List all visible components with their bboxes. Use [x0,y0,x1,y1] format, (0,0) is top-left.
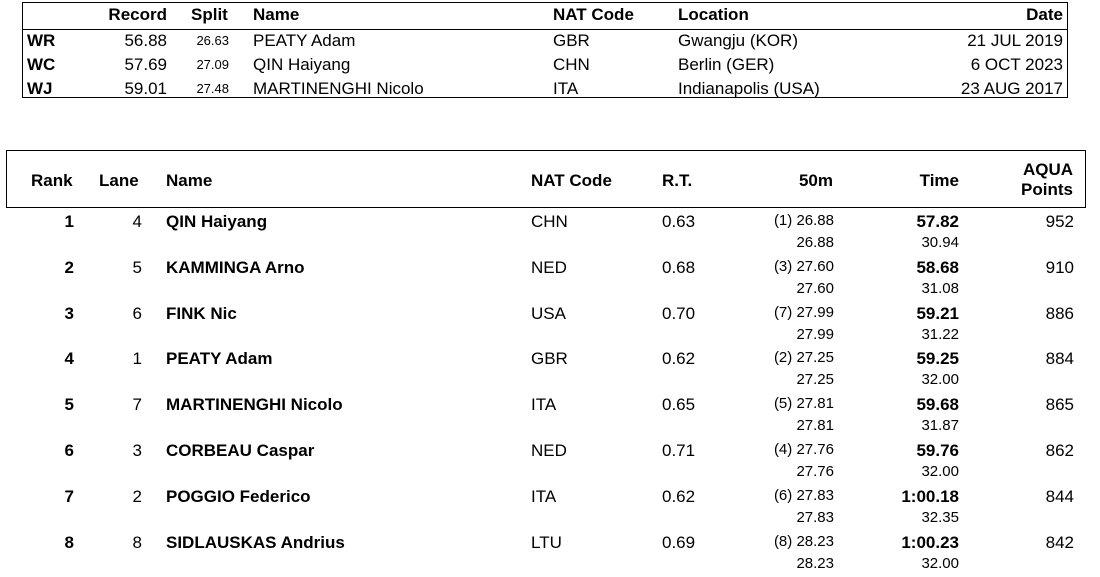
result-lane: 5 [132,257,142,277]
results-header-rank: Rank [31,171,73,190]
result-name: MARTINENGHI Nicolo [166,395,343,415]
results-header-row [6,150,1086,208]
result-50m-cumulative: 27.60 [796,279,834,297]
records-header-name: Name [253,5,300,24]
result-reaction-time: 0.71 [662,441,696,460]
records-header-row [23,3,1067,27]
result-50m-rank: (1) [773,212,793,229]
result-time-split: 32.00 [921,371,959,389]
result-nat: CHN [531,212,568,231]
results-header-time: Time [919,171,959,190]
result-points: 886 [1045,303,1074,323]
records-table [22,2,1068,98]
records-row-wj [23,77,1067,101]
result-50m-split [730,533,834,551]
result-50m-cumulative: 27.76 [796,463,834,480]
records-header-nat: NAT Code [553,5,634,24]
result-row [0,347,1100,393]
result-time: 59.68 [916,395,959,415]
record-name: MARTINENGHI Nicolo [253,79,424,98]
result-rank: 7 [64,486,74,506]
result-50m-split [730,258,834,276]
result-points: 862 [1045,441,1074,460]
result-reaction-time: 0.65 [662,395,696,415]
record-name: PEATY Adam [253,31,356,50]
result-name: FINK Nic [166,303,237,323]
result-points: 910 [1045,257,1074,277]
result-row [0,256,1100,302]
result-rank: 5 [64,395,74,415]
record-time: 59.01 [124,79,167,98]
result-reaction-time: 0.62 [662,349,696,369]
result-time: 1:00.18 [901,486,959,506]
result-row [0,302,1100,348]
result-50m-time: 26.88 [796,212,834,229]
result-points: 952 [1045,212,1074,231]
record-date: 21 JUL 2019 [967,31,1063,50]
result-time-split: 32.00 [921,463,959,480]
result-50m-time: 27.99 [796,303,834,321]
result-row [0,393,1100,439]
result-50m-split [730,304,834,322]
results-header-points-1: AQUA [1022,160,1073,179]
result-time: 59.21 [916,303,959,323]
result-rank: 2 [64,257,74,277]
record-time: 56.88 [124,31,167,50]
result-50m-time: 28.23 [796,532,834,550]
result-nat: ITA [531,486,557,506]
result-reaction-time: 0.62 [662,486,696,506]
records-header-record: Record [108,5,167,24]
record-nat: CHN [553,55,590,74]
result-nat: USA [531,303,566,323]
result-rank: 4 [64,349,74,369]
record-abbr: WJ [27,79,53,98]
result-time-split: 32.35 [921,508,959,526]
result-time-split: 30.94 [921,234,959,251]
result-50m-split [730,349,834,367]
result-rank: 8 [64,532,74,552]
record-abbr: WC [27,55,56,74]
record-split: 26.63 [196,33,229,48]
result-points: 844 [1045,486,1074,506]
result-50m-cumulative: 27.81 [796,417,834,435]
result-50m-cumulative: 27.25 [796,371,834,389]
results-header-50m: 50m [798,171,833,190]
result-50m-cumulative: 27.99 [796,325,834,343]
result-row [0,531,1100,577]
result-nat: LTU [531,532,562,552]
result-name: POGGIO Federico [166,486,311,506]
result-row [0,485,1100,531]
result-lane: 7 [132,395,142,415]
result-50m-time: 27.76 [796,441,834,458]
result-50m-rank: (8) [773,532,793,550]
records-header-split: Split [191,5,228,24]
result-reaction-time: 0.70 [662,303,696,323]
result-nat: GBR [531,349,568,369]
result-50m-rank: (5) [773,395,793,413]
result-50m-split [730,395,834,413]
result-lane: 1 [132,349,142,369]
record-nat: ITA [553,79,579,98]
result-lane: 2 [132,486,142,506]
records-row-wc [23,53,1067,77]
result-time: 59.25 [916,349,959,369]
result-points: 865 [1045,395,1074,415]
result-reaction-time: 0.69 [662,532,696,552]
record-date: 23 AUG 2017 [960,79,1063,98]
result-50m-split [730,441,834,459]
results-header-rt: R.T. [662,171,693,190]
result-50m-cumulative: 26.88 [796,234,834,251]
result-rank: 3 [64,303,74,323]
records-header-date: Date [1026,5,1063,24]
result-50m-rank: (2) [773,349,793,367]
result-50m-time: 27.83 [796,486,834,504]
result-50m-time: 27.25 [796,349,834,367]
result-time: 59.76 [916,441,959,460]
result-lane: 6 [132,303,142,323]
result-lane: 4 [132,212,142,231]
result-rank: 6 [64,441,74,460]
result-nat: NED [531,257,567,277]
result-time-split: 32.00 [921,554,959,572]
result-50m-time: 27.81 [796,395,834,413]
result-name: QIN Haiyang [166,212,268,231]
result-50m-cumulative: 28.23 [796,554,834,572]
result-nat: ITA [531,395,557,415]
record-location: Indianapolis (USA) [678,79,820,98]
result-time-split: 31.87 [921,417,959,435]
record-split: 27.09 [196,57,229,72]
result-time-split: 31.08 [921,279,959,297]
results-header-name: Name [166,171,213,190]
record-name: QIN Haiyang [253,55,351,74]
result-name: KAMMINGA Arno [166,257,305,277]
result-lane: 3 [132,441,142,460]
record-nat: GBR [553,31,590,50]
result-nat: NED [531,441,567,460]
result-time: 58.68 [916,257,959,277]
record-abbr: WR [27,31,56,50]
result-50m-cumulative: 27.83 [796,508,834,526]
result-time: 1:00.23 [901,532,959,552]
result-reaction-time: 0.63 [662,212,696,231]
result-time-split: 31.22 [921,325,959,343]
result-time: 57.82 [916,212,959,231]
result-50m-split [730,487,834,505]
record-split: 27.48 [196,81,229,96]
record-time: 57.69 [124,55,167,74]
record-location: Gwangju (KOR) [678,31,798,50]
result-50m-rank: (3) [773,257,793,275]
result-row [0,439,1100,485]
result-50m-rank: (4) [773,441,793,458]
result-name: PEATY Adam [166,349,273,369]
result-50m-rank: (6) [773,486,793,504]
result-50m-split [730,212,834,230]
results-header-points-2: Points [1021,180,1073,199]
result-50m-time: 27.60 [796,257,834,275]
records-header-location: Location [678,5,749,24]
result-row [0,210,1100,256]
results-header-lane: Lane [99,171,139,190]
result-lane: 8 [132,532,142,552]
result-name: CORBEAU Caspar [166,441,315,460]
records-row-wr [23,29,1067,53]
result-points: 842 [1045,532,1074,552]
result-name: SIDLAUSKAS Andrius [166,532,345,552]
result-reaction-time: 0.68 [662,257,696,277]
result-rank: 1 [64,212,74,231]
result-points: 884 [1045,349,1074,369]
record-date: 6 OCT 2023 [970,55,1063,74]
result-50m-rank: (7) [773,303,793,321]
results-header-nat: NAT Code [531,171,612,190]
record-location: Berlin (GER) [678,55,775,74]
